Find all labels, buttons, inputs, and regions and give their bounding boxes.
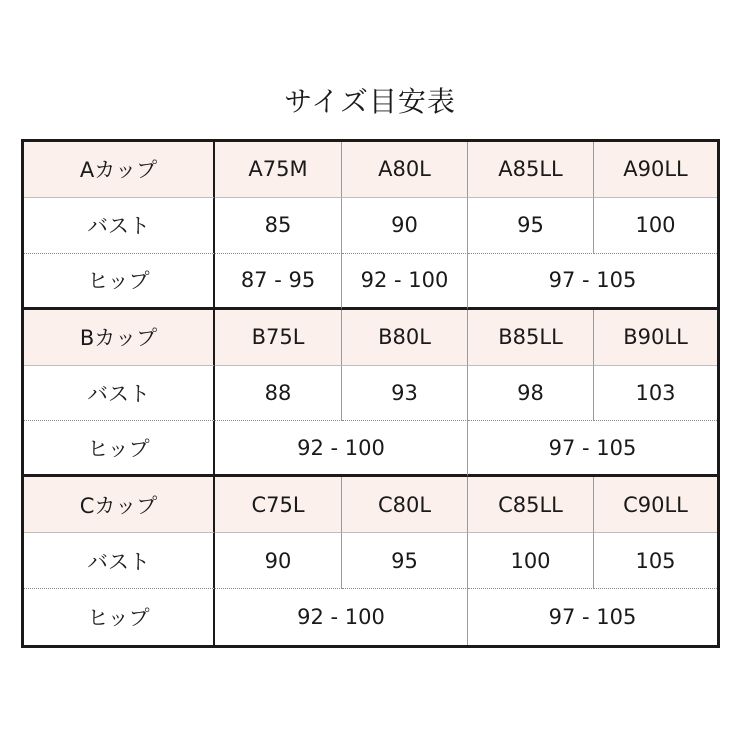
- bust-value-c85ll: 100: [468, 533, 594, 589]
- size-b80l: B80L: [342, 310, 468, 366]
- hip-label-b: ヒップ: [24, 421, 215, 477]
- bust-value-a85ll: 95: [468, 198, 594, 254]
- hip-label-c: ヒップ: [24, 589, 215, 645]
- bust-value-b85ll: 98: [468, 366, 594, 422]
- hip-value-a75m: 87 - 95: [215, 254, 342, 310]
- bust-value-b80l: 93: [342, 366, 468, 422]
- hip-value-b85ll-b90ll: 97 - 105: [468, 421, 717, 477]
- size-a85ll: A85LL: [468, 142, 594, 198]
- bust-value-b75l: 88: [215, 366, 342, 422]
- hip-label-a: ヒップ: [24, 254, 215, 310]
- hip-value-a80l: 92 - 100: [342, 254, 468, 310]
- size-a90ll: A90LL: [594, 142, 717, 198]
- bust-value-c90ll: 105: [594, 533, 717, 589]
- size-c85ll: C85LL: [468, 477, 594, 533]
- page-title: サイズ目安表: [284, 85, 456, 118]
- hip-value-c75l-c80l: 92 - 100: [215, 589, 468, 645]
- size-chart-table: [21, 139, 720, 648]
- size-c75l: C75L: [215, 477, 342, 533]
- size-b90ll: B90LL: [594, 310, 717, 366]
- hip-value-a85ll-a90ll: 97 - 105: [468, 254, 717, 310]
- hip-value-c85ll-c90ll: 97 - 105: [548, 605, 637, 630]
- bust-value-c80l: 95: [342, 533, 468, 589]
- bust-label-a: バスト: [24, 198, 215, 254]
- size-b75l: B75L: [215, 310, 342, 366]
- bust-value-a80l: 90: [342, 198, 468, 254]
- bust-label-c: バスト: [24, 533, 215, 589]
- cup-label-a: Aカップ: [24, 142, 215, 198]
- bust-value-c75l: 90: [215, 533, 342, 589]
- bust-value-b90ll: 103: [594, 366, 717, 422]
- size-b85ll: B85LL: [468, 310, 594, 366]
- size-a80l: A80L: [342, 142, 468, 198]
- cup-label-c: Cカップ: [24, 477, 215, 533]
- size-c80l: C80L: [342, 477, 468, 533]
- size-a75m: A75M: [215, 142, 342, 198]
- bust-value-a75m: 85: [215, 198, 342, 254]
- bust-value-a90ll: 100: [594, 198, 717, 254]
- bust-label-b: バスト: [24, 366, 215, 422]
- cup-label-b: Bカップ: [24, 310, 215, 366]
- size-c90ll: C90LL: [594, 477, 717, 533]
- hip-value-b75l-b80l: 92 - 100: [215, 421, 468, 477]
